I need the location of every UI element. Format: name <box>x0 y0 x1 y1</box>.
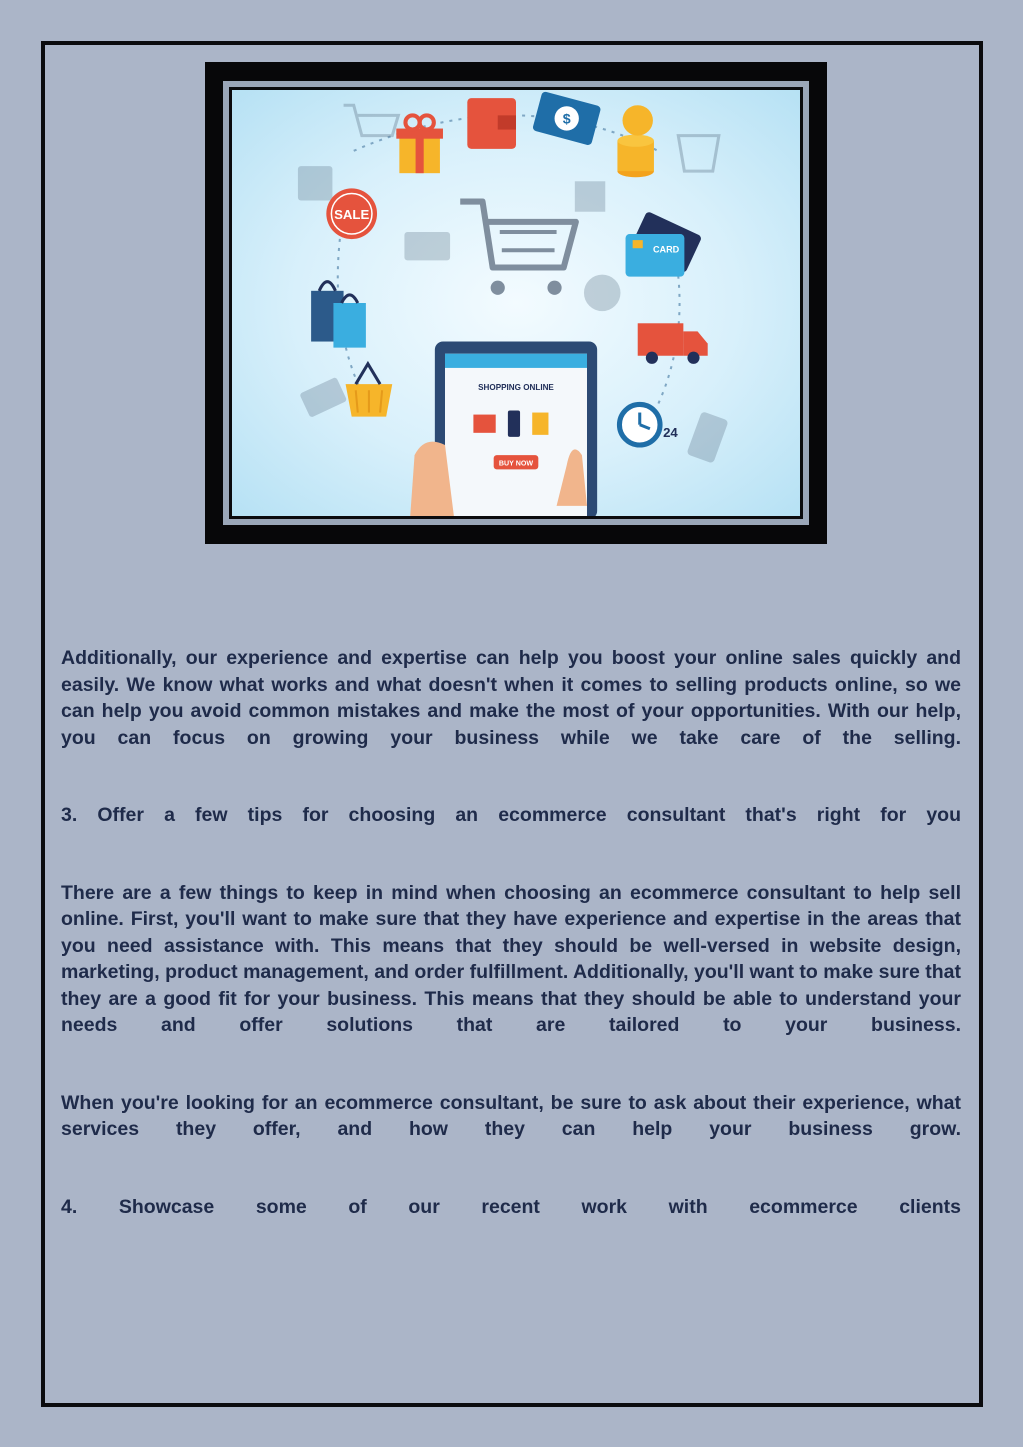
shopping-bags-icon <box>311 282 366 348</box>
svg-text:BUY NOW: BUY NOW <box>498 459 534 468</box>
page-frame <box>41 41 983 1407</box>
credit-card-icon <box>626 211 703 277</box>
svg-text:24: 24 <box>663 424 678 440</box>
svg-text:SHOPPING ONLINE: SHOPPING ONLINE <box>478 383 554 393</box>
ecommerce-illustration <box>229 87 803 519</box>
heading-tips: 3. Offer a few tips for choosing an ecommerce consultant that's right for you <box>61 804 961 826</box>
paragraph-choosing: There are a few things to keep in mind when choosing an ecommerce consultant to help sell online. First, you'll want to make sure that they have experience and expertise in the areas that you need assistance with. This means that they should be well-versed in website design, marketing, product management, and order fulfillment. Additionally, you'll want to make sure that they are a good fit for your business. This means that they should be able to understand your needs and offer solutions that are tailored to your business. <box>61 881 961 1036</box>
clock-24-icon <box>619 404 678 445</box>
sale-badge-icon <box>326 188 377 239</box>
article-body <box>61 645 961 1220</box>
money-bill-icon <box>532 91 601 146</box>
paragraph-ask: When you're looking for an ecommerce consultant, be sure to ask about their experience, what services they offer, and how they can help your business grow. <box>61 1091 961 1140</box>
wallet-icon <box>467 98 516 149</box>
faded-truck-icon <box>404 232 450 260</box>
faded-basket-icon <box>678 136 719 172</box>
basket-icon <box>346 364 393 417</box>
ecommerce-illustration-svg <box>232 90 800 516</box>
heading-showcase: 4. Showcase some of our recent work with ecommerce clients <box>61 1195 961 1218</box>
paragraph-intro: Additionally, our experience and expertise can help you boost your online sales quickly and easily. We know what works and what doesn't when it comes to selling products online, so we can help you avoid common mistakes and make the most of your opportunities. With our help, you can focus on growing your business while we take care of the selling. <box>61 647 961 749</box>
faded-bag-icon <box>298 166 332 200</box>
svg-text:$: $ <box>562 111 571 128</box>
hero-image-mat <box>223 81 809 525</box>
coin-stack-icon <box>617 105 654 177</box>
hero-image-frame <box>205 62 827 544</box>
faded-sale-badge-icon <box>584 275 621 312</box>
gift-box-icon <box>396 115 443 173</box>
svg-text:CARD: CARD <box>652 244 680 255</box>
faded-cart-icon <box>344 105 399 135</box>
faded-gift-icon <box>575 181 605 211</box>
faded-money-icon <box>299 377 347 418</box>
shopping-cart-icon <box>460 202 576 295</box>
faded-price-tag-icon <box>686 411 728 464</box>
svg-text:SALE: SALE <box>334 206 370 222</box>
